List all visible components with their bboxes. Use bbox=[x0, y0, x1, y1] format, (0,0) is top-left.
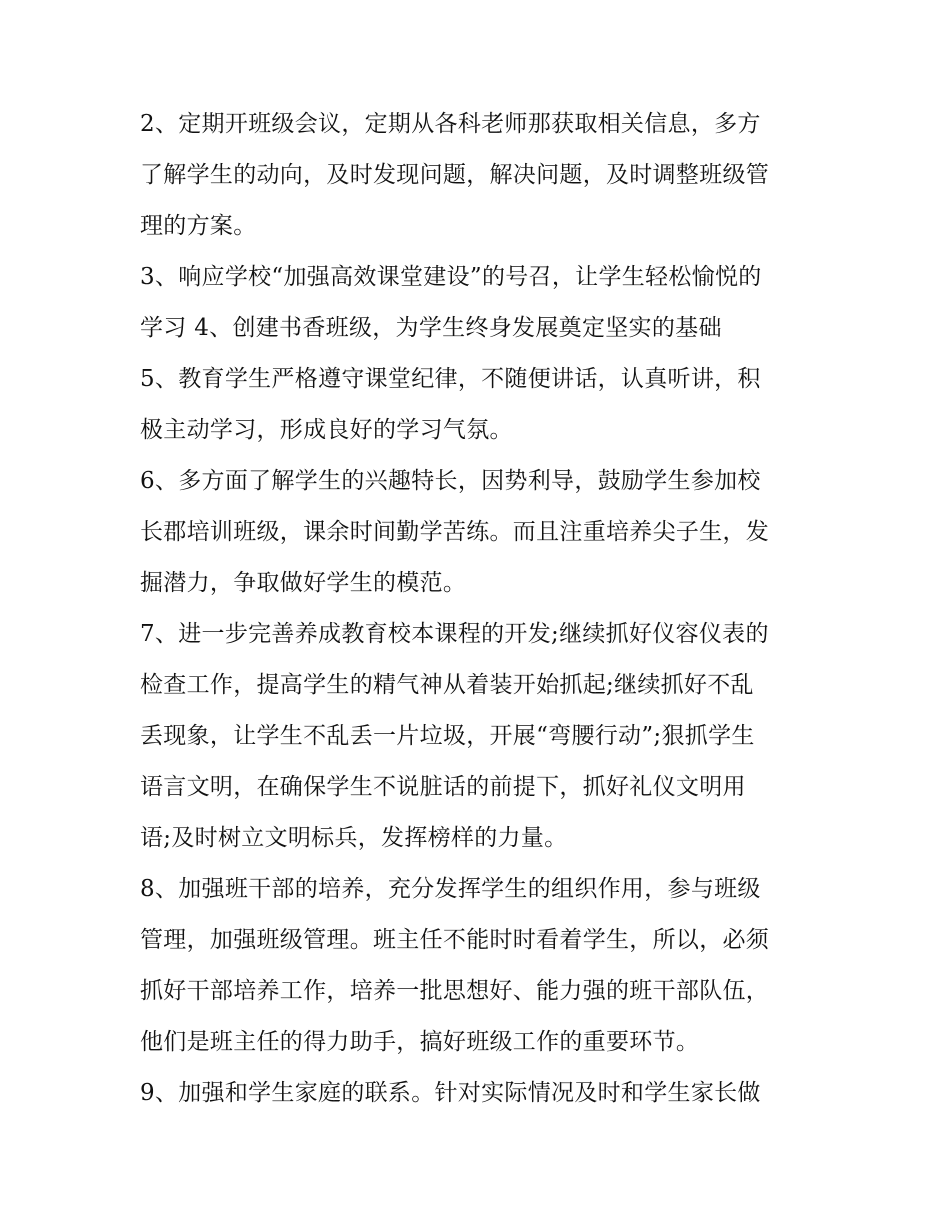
text-line: 检查工作，提高学生的精气神从着装开始抓起;继续抓好不乱 bbox=[140, 672, 754, 698]
text-line: 8、加强班干部的培养，充分发挥学生的组织作用，参与班级 bbox=[140, 876, 761, 902]
text-line: 掘潜力，争取做好学生的模范。 bbox=[140, 570, 467, 596]
text-line: 语;及时树立文明标兵，发挥榜样的力量。 bbox=[140, 825, 568, 851]
text-line: 2、定期开班级会议，定期从各科老师那获取相关信息，多方 bbox=[140, 111, 761, 137]
text-line: 9、加强和学生家庭的联系。针对实际情况及时和学生家长做 bbox=[140, 1080, 761, 1106]
text-line: 5、教育学生严格遵守课堂纪律，不随便讲话，认真听讲，积 bbox=[140, 366, 761, 392]
text-line: 长郡培训班级，课余时间勤学苦练。而且注重培养尖子生，发 bbox=[140, 519, 770, 545]
text-line: 6、多方面了解学生的兴趣特长，因势利导，鼓励学生参加校 bbox=[140, 468, 761, 494]
text-line: 了解学生的动向，及时发现问题，解决问题，及时调整班级管 bbox=[140, 162, 770, 188]
text-line: 7、进一步完善养成教育校本课程的开发;继续抓好仪容仪表的 bbox=[140, 621, 769, 647]
text-line: 3、响应学校“加强高效课堂建设”的号召，让学生轻松愉悦的 bbox=[140, 264, 762, 290]
text-line: 理的方案。 bbox=[140, 213, 257, 239]
text-line: 管理，加强班级管理。班主任不能时时看着学生，所以，必须 bbox=[140, 927, 770, 953]
text-line: 学习 4、创建书香班级，为学生终身发展奠定坚实的基础 bbox=[140, 315, 722, 341]
text-line: 丢现象，让学生不乱丢一片垃圾，开展“弯腰行动”;狠抓学生 bbox=[140, 723, 755, 749]
text-line: 极主动学习，形成良好的学习气氛。 bbox=[140, 417, 513, 443]
text-line: 语言文明，在确保学生不说脏话的前提下，抓好礼仪文明用 bbox=[140, 774, 746, 800]
text-line: 抓好干部培养工作，培养一批思想好、能力强的班干部队伍， bbox=[140, 978, 770, 1004]
text-line: 他们是班主任的得力助手，搞好班级工作的重要环节。 bbox=[140, 1029, 700, 1055]
